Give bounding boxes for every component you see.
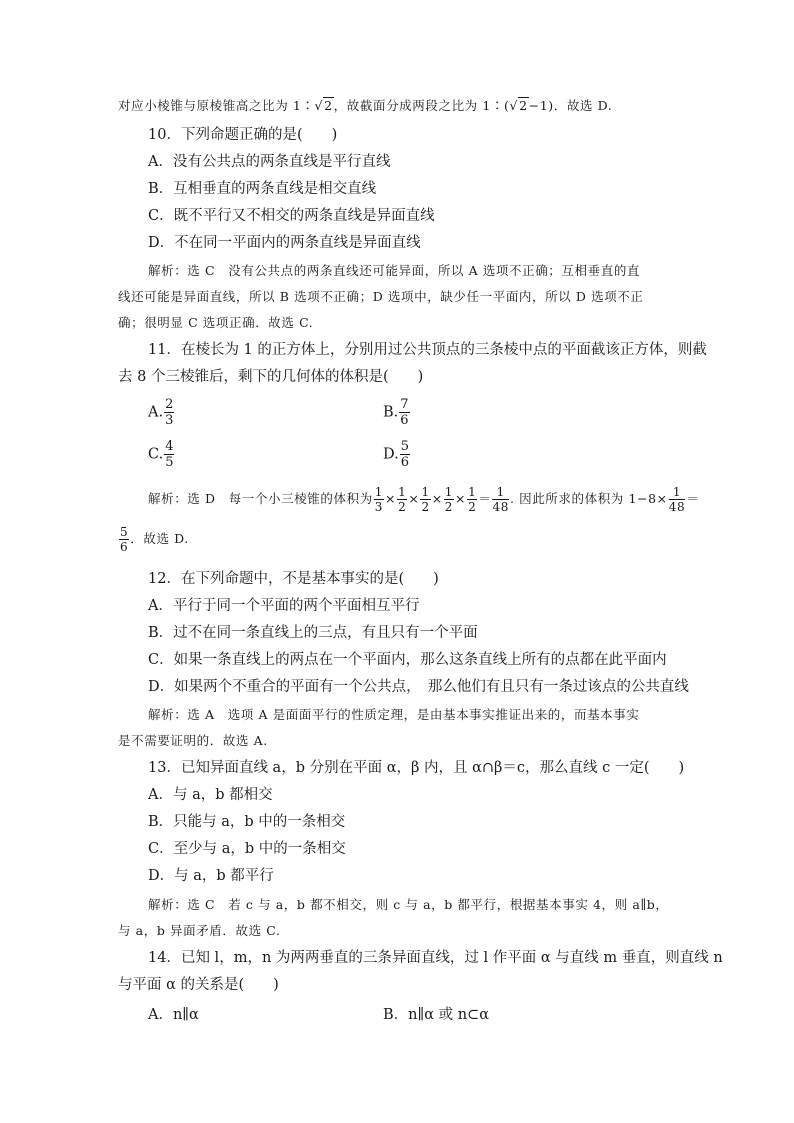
- q11-answer-2: $\frac{5}{6}$ ．故选 D.: [120, 525, 189, 554]
- q11-option-d: D. $\frac{5}{6}$: [383, 439, 409, 470]
- q11-option-c: C. $\frac{4}{5}$: [148, 439, 174, 470]
- fraction: $\frac{1}{2}$: [421, 485, 430, 514]
- fraction: $\frac{1}{48}$: [492, 485, 509, 514]
- q11-option-a: A. $\frac{2}{3}$: [148, 397, 174, 428]
- q11-stem-2: 去 8 个三棱锥后，剩下的几何体的体积是( ): [118, 369, 424, 385]
- q10-answer-2: 线还可能是异面直线，所以 B 选项不正确；D 选项中，缺少任一平面内，所以 D 选项不正: [118, 289, 644, 304]
- q11-answer-1: 解析：选 D 每一个小三棱锥的体积为 $\frac{1}{3}$ × $\frac{1}{2}$ × $\frac{1}{2}$ × $\frac{1}{2}$ × $\frac{1}{2}$ ＝ $\frac{1}{48}$ . 因此所求的体积为 1−8× $\frac{1}{48}$ ＝: [148, 485, 700, 514]
- q9-answer-tail: [118, 96, 612, 116]
- q9-text-2: ，故截面分成两段之比为 1∶(: [333, 98, 510, 113]
- q13-option-d: D．与 a，b 都平行: [148, 868, 274, 884]
- q9-text-1: 对应小棱锥与原棱锥高之比为 1∶: [118, 98, 315, 113]
- fraction: $\frac{1}{3}$: [374, 485, 384, 514]
- q12-option-b: B．过不在同一条直线上的三点，有且只有一个平面: [148, 625, 478, 641]
- fraction: $\frac{5}{6}$: [400, 439, 409, 470]
- sqrt-2-b: √2: [509, 98, 528, 113]
- sqrt-2-a: √2: [314, 98, 333, 113]
- q10-answer-1: 解析：选 C 没有公共点的两条直线还可能异面，所以 A 选项不正确；互相垂直的直: [148, 263, 641, 278]
- q13-stem: 13．已知异面直线 a，b 分别在平面 α，β 内，且 α∩β＝c，那么直线 c 一定( ): [148, 760, 685, 776]
- q10-option-c: C．既不平行又不相交的两条直线是异面直线: [148, 208, 435, 224]
- q12-stem: 12．在下列命题中，不是基本事实的是( ): [148, 571, 439, 587]
- q10-option-a: A．没有公共点的两条直线是平行直线: [148, 154, 391, 170]
- q14-stem-2: 与平面 α 的关系是( ): [118, 977, 279, 993]
- q12-answer-1: 解析：选 A 选项 A 是面面平行的性质定理，是由基本事实推证出来的，而基本事实: [148, 707, 640, 722]
- fraction: $\frac{1}{48}$: [668, 485, 686, 514]
- q13-option-a: A．与 a，b 都相交: [148, 787, 273, 803]
- fraction: $\frac{2}{3}$: [165, 397, 174, 428]
- q11-stem-1: 11．在棱长为 1 的正方体上，分别用过公共顶点的三条棱中点的平面截该正方体，则截: [148, 342, 707, 358]
- q13-answer-2: 与 a，b 异面矛盾．故选 C.: [118, 923, 281, 938]
- fraction: $\frac{1}{2}$: [468, 485, 477, 514]
- q14-stem-1: 14．已知 l，m，n 为两两垂直的三条异面直线，过 l 作平面 α 与直线 m 垂直，则直线 n: [148, 950, 723, 966]
- q14-option-a: A．n∥α: [148, 1007, 199, 1023]
- fraction: $\frac{5}{6}$: [120, 525, 129, 554]
- q12-option-c: C．如果一条直线上的两点在一个平面内，那么这条直线上所有的点都在此平面内: [148, 652, 667, 668]
- q13-answer-1: 解析：选 C 若 c 与 a，b 都不相交，则 c 与 a，b 都平行，根据基本事实 4，则 a∥b，: [148, 897, 669, 912]
- q13-option-b: B．只能与 a，b 中的一条相交: [148, 814, 346, 830]
- q11-option-b: B. $\frac{7}{6}$: [383, 397, 409, 428]
- fraction: $\frac{4}{5}$: [165, 439, 174, 470]
- q9-text-3: −1)．故选 D.: [528, 98, 613, 113]
- q14-option-b: B．n∥α 或 n⊂α: [383, 1007, 489, 1023]
- fraction: $\frac{1}{2}$: [398, 485, 407, 514]
- q12-answer-2: 是不需要证明的．故选 A.: [118, 733, 268, 748]
- q10-option-b: B．互相垂直的两条直线是相交直线: [148, 181, 377, 197]
- q10-option-d: D．不在同一平面内的两条直线是异面直线: [148, 235, 421, 251]
- fraction: $\frac{7}{6}$: [400, 397, 409, 428]
- q10-stem: 10．下列命题正确的是( ): [148, 127, 338, 143]
- q10-answer-3: 确；很明显 C 选项正确．故选 C.: [118, 315, 314, 330]
- q12-option-d: D．如果两个不重合的平面有一个公共点， 那么他们有且只有一条过该点的公共直线: [148, 679, 689, 695]
- fraction: $\frac{1}{2}$: [444, 485, 454, 514]
- q13-option-c: C．至少与 a，b 中的一条相交: [148, 841, 346, 857]
- q12-option-a: A．平行于同一个平面的两个平面相互平行: [148, 598, 420, 614]
